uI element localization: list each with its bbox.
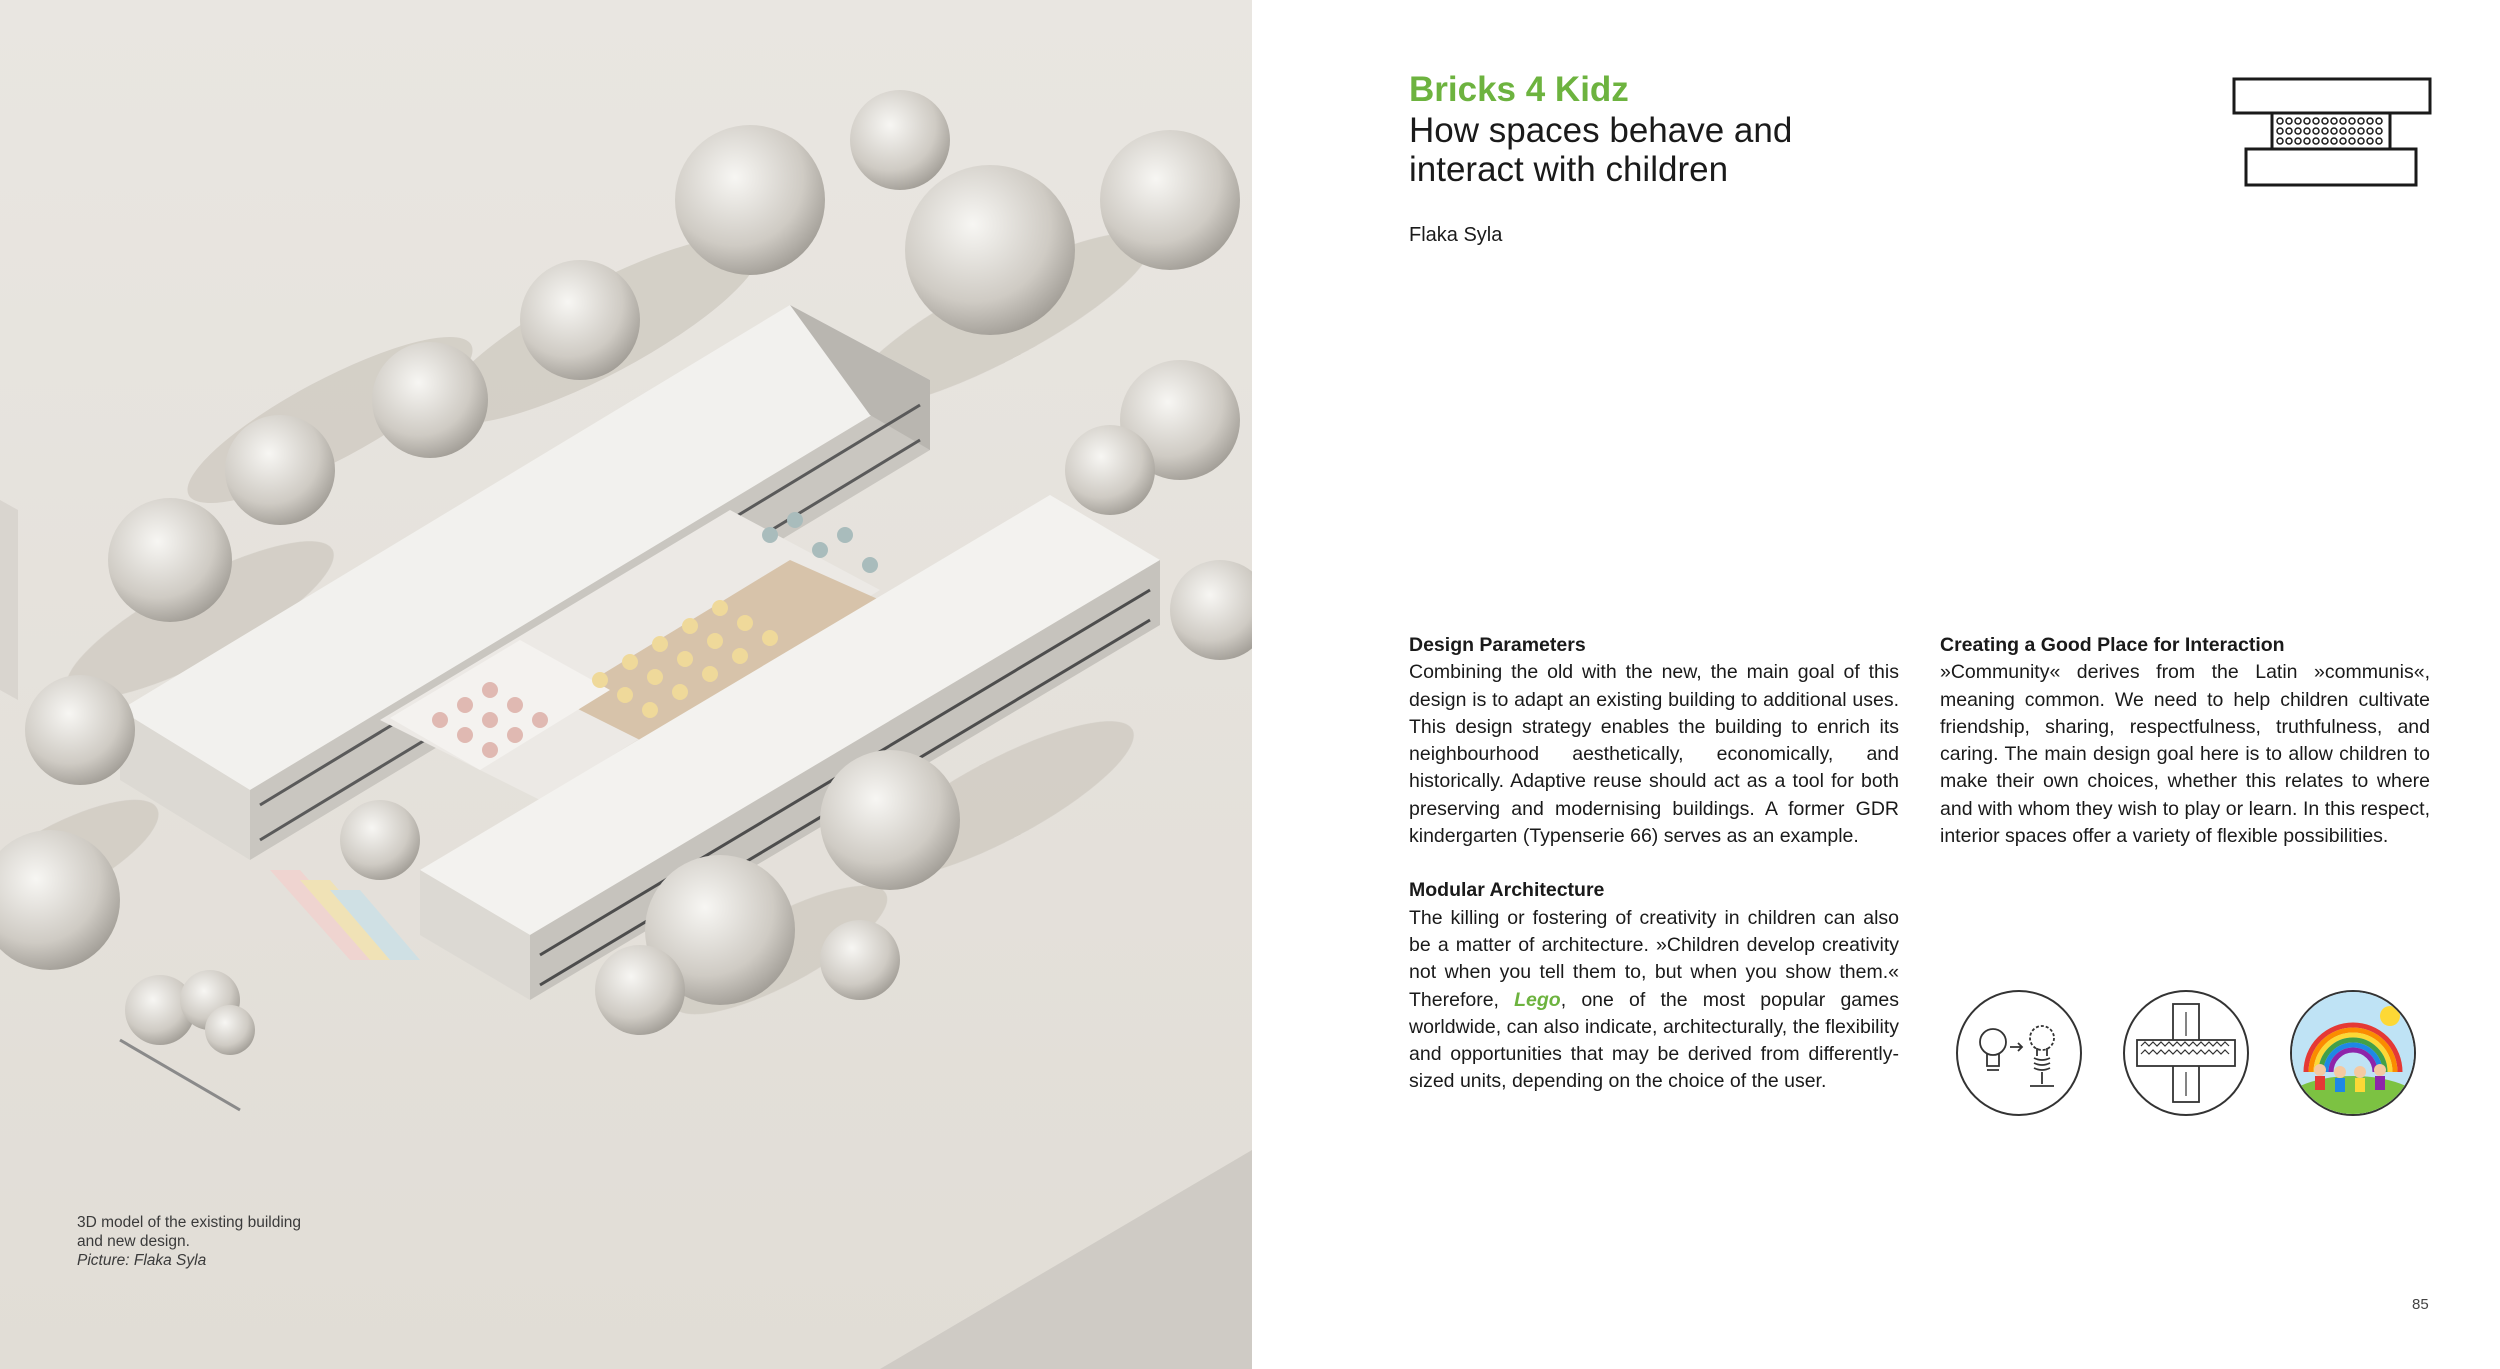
caption-line-1: 3D model of the existing building — [77, 1214, 302, 1231]
author-name: Flaka Syla — [1409, 224, 1503, 246]
picture-credit: Picture: Flaka Syla — [77, 1252, 207, 1269]
article-subtitle — [1409, 111, 1929, 189]
paragraph-modular-architecture — [1409, 905, 1899, 1096]
brick-logo-icon — [2232, 75, 2432, 195]
lego-highlight: Lego — [1514, 988, 1561, 1011]
heading-modular-architecture: Modular Architecture — [1409, 879, 1605, 902]
subtitle-line-2: interact with children — [1409, 150, 1729, 189]
paragraph-good-place-interaction: »Community« derives from the Latin »communis«, meaning common. We need to help children cultivate friendship, sharing, respectfulness, truthfulness, and caring. The main design goal here is to allow children to make their own choices, whether this relates to where and with whom they wish to play or learn. In this respect, interior spaces offer a variety of flexible possibilities. — [1940, 661, 2430, 848]
modular-text-after: , one of the most popular games worldwide, can also indicate, architecturally, the flexibility and opportunities that may be derived from differently-sized units, depending on the choice of the user. — [1409, 988, 1899, 1093]
image-caption — [77, 1213, 397, 1270]
lego-cross-icon — [2123, 990, 2249, 1116]
heading-good-place-interaction: Creating a Good Place for Interaction — [1940, 634, 2285, 656]
paragraph-design-parameters: Combining the old with the new, the main goal of this design is to adapt an existing building to additional uses. This design strategy enables the building to enrich its neighbourhood aesthetically, economically, and historically. Adaptive reuse should act as a tool for both preserving and modernising buildings. A former GDR kindergarten (Typenserie 66) serves as an example. — [1409, 661, 1899, 848]
modular-text-before: The killing or fostering of creativity in children can also be a matter of architecture. »Children develop creativity not when you tell them to, but when you show them.« Therefore, — [1409, 906, 1899, 1011]
left-text-column — [1409, 632, 1899, 1096]
caption-line-2: and new design. — [77, 1233, 190, 1250]
lightbulb-icon — [1956, 990, 2082, 1116]
heading-design-parameters: Design Parameters — [1409, 634, 1586, 656]
right-text-column — [1940, 632, 2430, 850]
page-number: 85 — [2412, 1296, 2429, 1313]
article-title: Bricks 4 Kidz — [1409, 70, 1629, 109]
concept-illustrations — [1956, 990, 2436, 1120]
rainbow-children-icon — [2290, 990, 2416, 1116]
subtitle-line-1: How spaces behave and — [1409, 111, 1793, 150]
